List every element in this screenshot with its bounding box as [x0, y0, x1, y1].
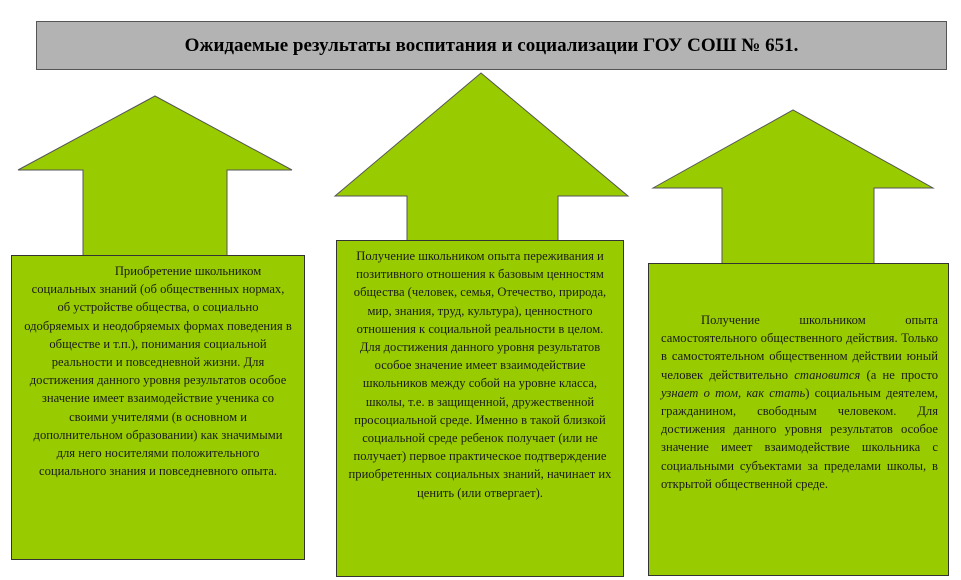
arrow-center: [335, 73, 628, 241]
result-text-level-2: Получение школьником опыта переживания и позитивного отношения к базовым ценностям общества (человек, семья, Отечество, природа, мир, знания, труд, культура), ценностного отношения к социальной реальности в целом. Для достижения данного уровня результатов особое значение имеет взаимодействие школьников между собой на уровне класса, школы, т.е. в защищенной, дружественной просоциальной среде. Именно в такой близкой социальной среде ребенок получает (или не получает) первое практическое подтверждение приобретенных социальных знаний, начинает их ценить (или отвергает).: [348, 249, 612, 500]
result-text-level-3-part1: Получение школьником опыта самостоятельного общественного действия. Только в самостоятельном общественном действии юный человек действительно: [661, 313, 938, 382]
result-text-level-3-part3: ) социальным деятелем, гражданином, свободным человеком. Для достижения данного уровня результатов особое значение имеет взаимодействие школьника с социальными субъектами за пределами школы, в открытой общественной среде.: [661, 385, 938, 491]
arrow-left: [18, 96, 292, 256]
result-text-level-3-part2: (а не просто: [860, 367, 938, 382]
result-text-level-3-italic2: узнает о том, как стать: [661, 385, 806, 400]
diagram-title: Ожидаемые результаты воспитания и социализации ГОУ СОШ № 651.: [184, 34, 799, 56]
result-text-level-3-italic1: становится: [794, 367, 861, 382]
arrow-right: [653, 110, 933, 264]
result-text-level-1: Приобретение школьником социальных знаний (об общественных нормах, об устройстве общества, о социально одобряемых и неодобряемых формах поведения в обществе и т.п.), понимания социальной реальности и повседневной жизни. Для достижения данного уровня результатов особое значение имеет взаимодействие ученика со своими учителями (в основном и дополнительном образовании) как значимыми для него носителями положительного социального знания и повседневного опыта.: [24, 264, 292, 479]
result-box-level-1: [11, 255, 305, 560]
result-text-level-3: [661, 311, 938, 493]
result-box-level-2: [336, 240, 624, 577]
result-box-level-3: [648, 263, 949, 576]
